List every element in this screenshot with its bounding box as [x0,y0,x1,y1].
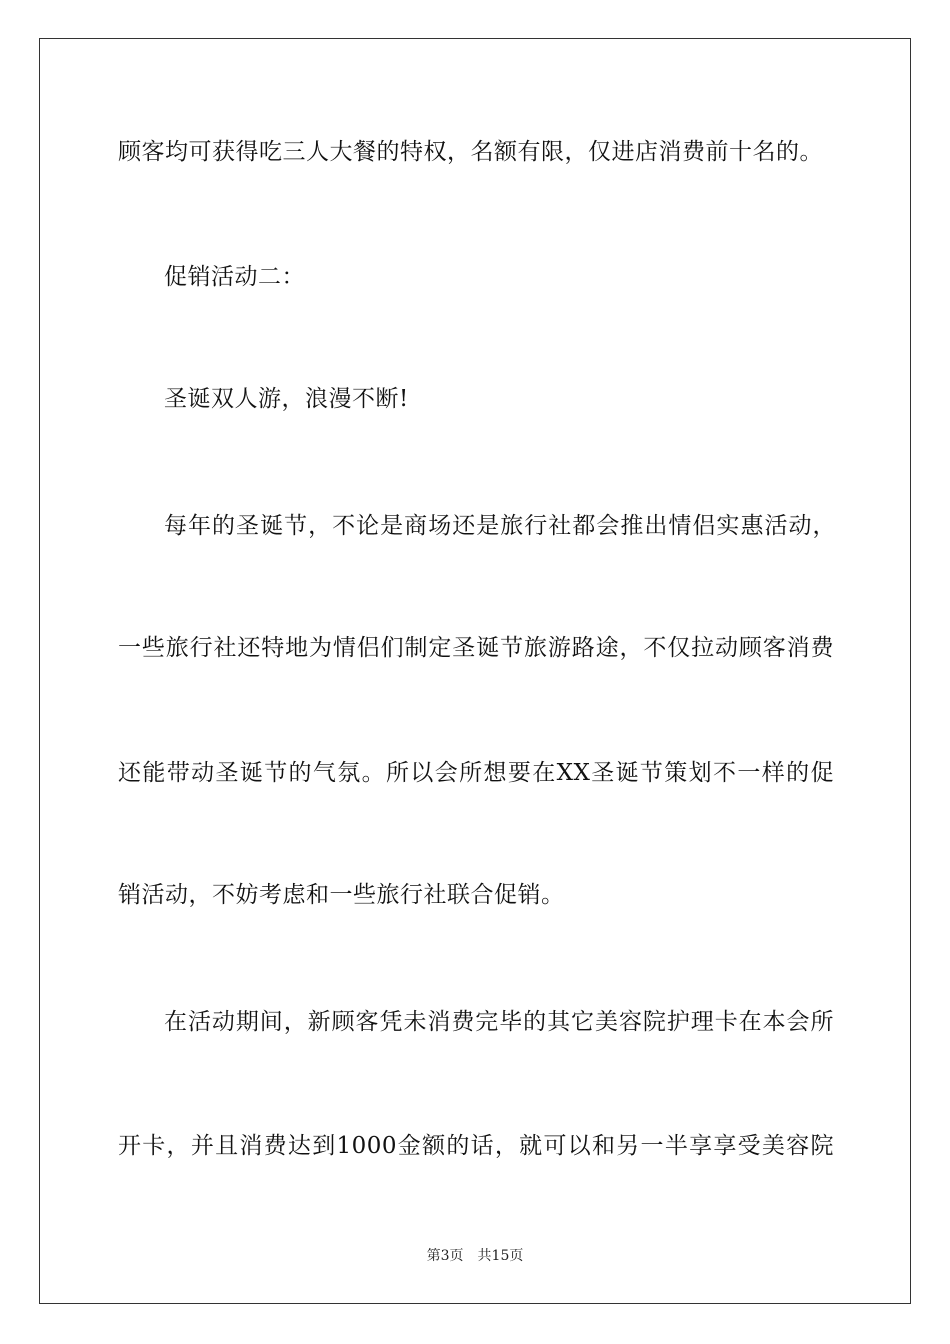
paragraph-line-4: 每年的圣诞节，不论是商场还是旅行社都会推出情侣实惠活动， [164,513,836,539]
page-total: 共15页 [477,1248,524,1264]
page-border [39,38,911,1304]
paragraph-line-7: 销活动，不妨考虑和一些旅行社联合促销。 [118,882,565,908]
page-footer [0,1247,950,1265]
paragraph-line-9: 开卡，并且消费达到1000金额的话，就可以和另一半享享受美容院 [118,1133,834,1159]
section-subtitle: 圣诞双人游，浪漫不断! [164,386,409,412]
paragraph-line-6: 还能带动圣诞节的气氛。所以会所想要在XX圣诞节策划不一样的促 [118,760,834,786]
paragraph-line-1: 顾客均可获得吃三人大餐的特权，名额有限，仅进店消费前十名的。 [118,139,823,165]
paragraph-line-5: 一些旅行社还特地为情侣们制定圣诞节旅游路途，不仅拉动顾客消费 [118,635,834,661]
section-heading: 促销活动二： [164,264,305,290]
page-number: 第3页 [426,1248,464,1264]
paragraph-line-8: 在活动期间，新顾客凭未消费完毕的其它美容院护理卡在本会所 [164,1009,834,1035]
